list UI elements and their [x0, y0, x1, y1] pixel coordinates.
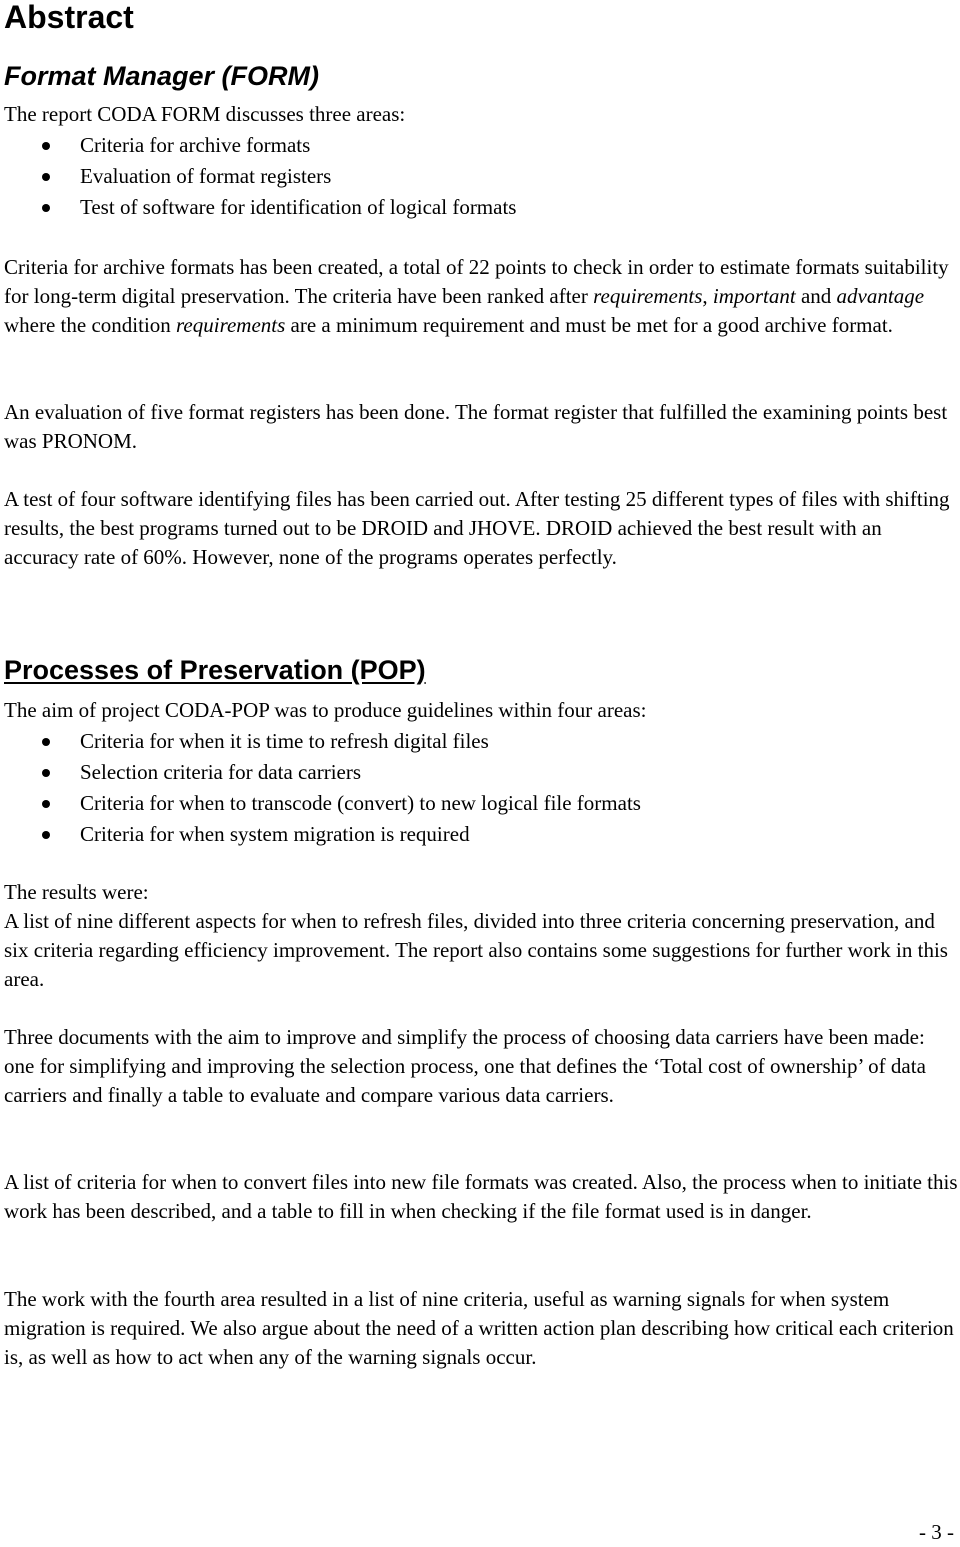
page-number: - 3 -: [919, 1520, 954, 1544]
bullet-icon: [42, 173, 50, 181]
pop-paragraph-transcode: A list of criteria for when to convert files into new file formats was created. Also, the process when to initiate this work has been described, and a table to fill in when checking if the file format used is in danger.: [4, 1170, 958, 1223]
pop-intro: The aim of project CODA-POP was to produce guidelines within four areas:: [4, 698, 647, 722]
bullet-icon: [42, 204, 50, 212]
pop-paragraph-carriers: Three documents with the aim to improve and simplify the process of choosing data carriers have been made: one for simplifying and improving the selection process, one that defines the ‘Total cost of ownership’ of data carriers and finally a table to evaluate and compare various data carriers.: [4, 1025, 926, 1107]
list-item: Criteria for when system migration is required: [0, 819, 960, 850]
form-bullet-list: [0, 130, 960, 223]
abstract-heading: Abstract: [4, 0, 134, 35]
bullet-icon: [42, 800, 50, 808]
pop-results-label: The results were:: [4, 880, 149, 904]
bullet-icon: [42, 769, 50, 777]
bullet-icon: [42, 142, 50, 150]
list-item: Selection criteria for data carriers: [0, 757, 960, 788]
pop-paragraph-refresh: A list of nine different aspects for when to refresh files, divided into three criteria concerning preservation, and six criteria regarding efficiency improvement. The report also contains some suggestions for further work in this area.: [4, 909, 948, 991]
list-item: Criteria for archive formats: [0, 130, 960, 161]
form-section-title: Format Manager (FORM): [4, 61, 320, 91]
list-item: Criteria for when to transcode (convert) to new logical file formats: [0, 788, 960, 819]
form-intro: The report CODA FORM discusses three areas:: [4, 102, 406, 126]
bullet-icon: [42, 831, 50, 839]
form-paragraph-software: A test of four software identifying files has been carried out. After testing 25 different types of files with shifting results, the best programs turned out to be DROID and JHOVE. DROID achieved the best result with an accuracy rate of 60%. However, none of the programs operates perfectly.: [4, 487, 950, 569]
list-item: Evaluation of format registers: [0, 161, 960, 192]
pop-paragraph-migration: The work with the fourth area resulted in a list of nine criteria, useful as warning signals for when system migration is required. We also argue about the need of a written action plan describing how critical each criterion is, as well as how to act when any of the warning signals occur.: [4, 1287, 954, 1369]
form-paragraph-registers: An evaluation of five format registers has been done. The format register that fulfilled the examining points best was PRONOM.: [4, 400, 948, 453]
bullet-icon: [42, 738, 50, 746]
list-item: Criteria for when it is time to refresh digital files: [0, 726, 960, 757]
form-paragraph-criteria: Criteria for archive formats has been created, a total of 22 points to check in order to estimate formats suitability for long-term digital preservation. The criteria have been ranked after requirements, important and advantage where the condition requirements are a minimum requirement and must be met for a good archive format.: [4, 255, 949, 337]
list-item: Test of software for identification of logical formats: [0, 192, 960, 223]
pop-bullet-list: [0, 726, 960, 850]
pop-section-title: Processes of Preservation (POP): [4, 655, 426, 685]
